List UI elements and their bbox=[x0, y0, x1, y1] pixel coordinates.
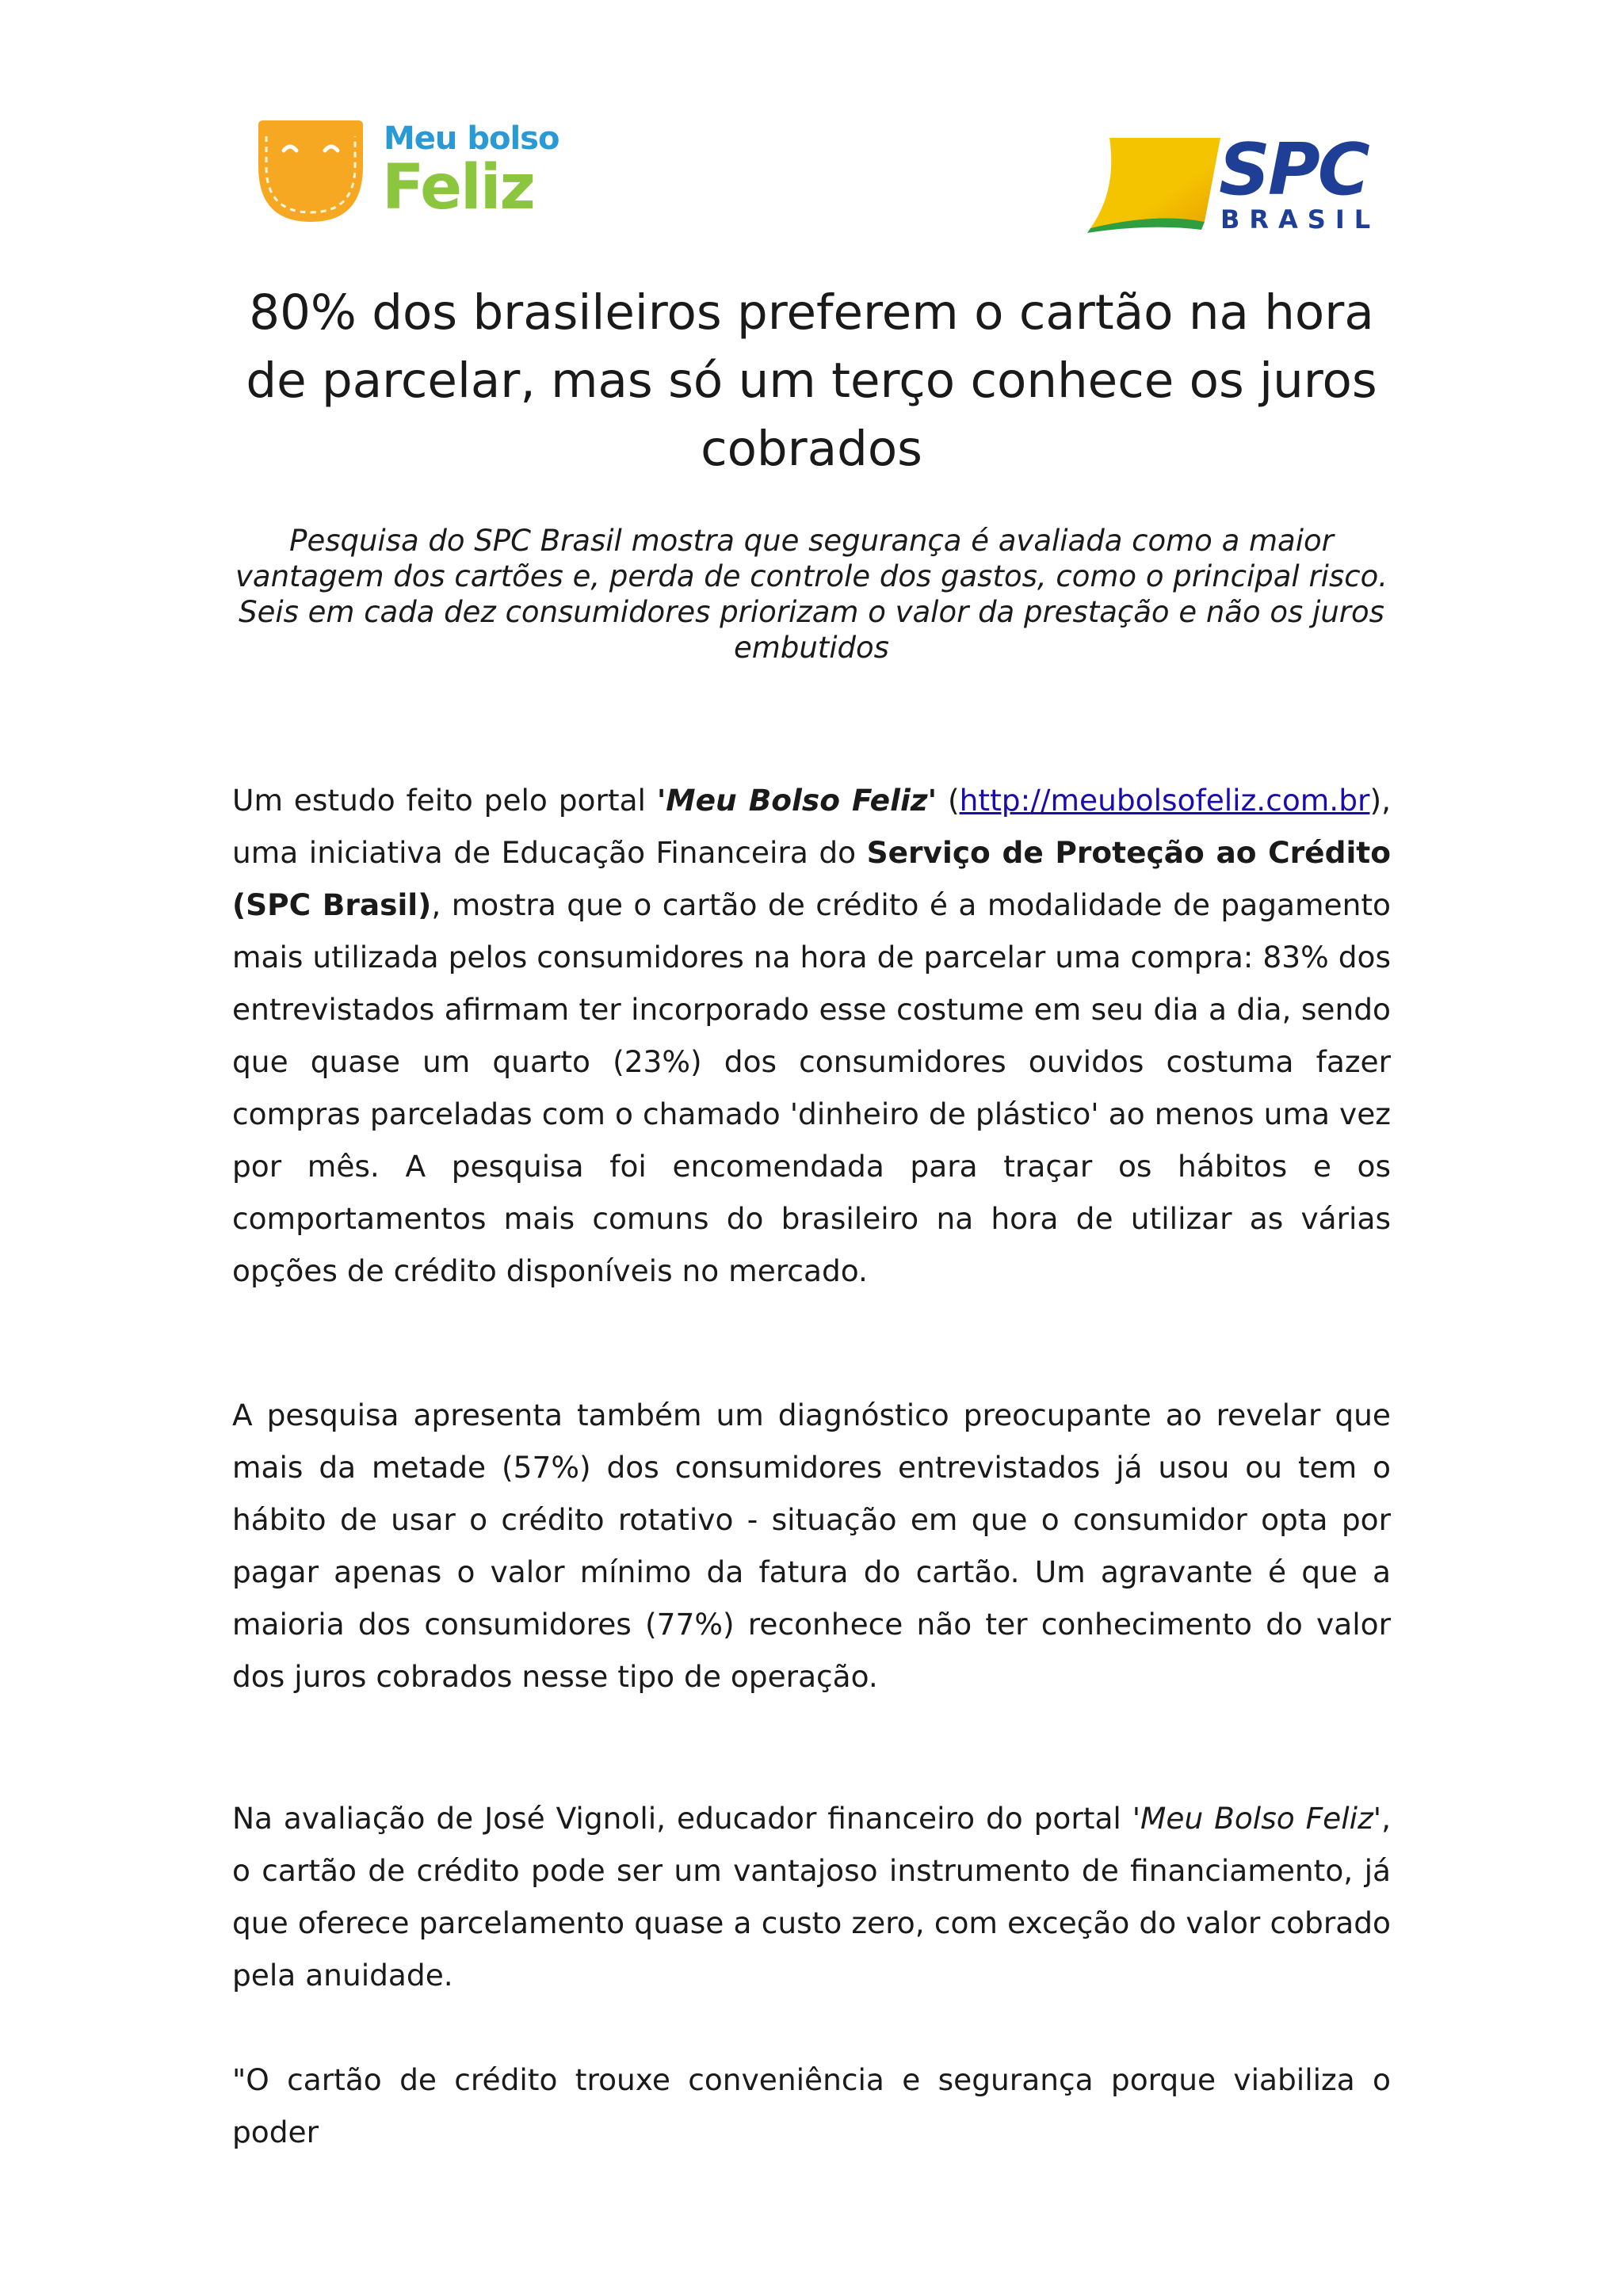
logo-line-1: Meu bolso bbox=[384, 120, 559, 157]
paragraph-4: "O cartão de crédito trouxe conveniência e segurança porque viabiliza o poder bbox=[232, 2062, 1391, 2149]
p3-text-2: , o cartão de crédito pode ser um vantajoso instrumento de financiamento, já que oferece parcelamento quase a custo zero, com exceção do valor cobrado pela anuidade. bbox=[232, 1801, 1391, 1993]
paragraph-3 bbox=[232, 1792, 1391, 2001]
p1-portal-name: 'Meu Bolso Feliz' bbox=[656, 783, 938, 818]
p1-text-1: Um estudo feito pelo portal bbox=[232, 783, 657, 818]
logo-brasil-text: BRASIL bbox=[1220, 204, 1381, 235]
paragraph-2: A pesquisa apresenta também um diagnóstico preocupante ao revelar que mais da metade (57%) dos consumidores entrevistados já usou ou tem o hábito de usar o crédito rotativo - situação em que o consumidor opta por pagar apenas o valor mínimo da fatura do cartão. Um agravante é que a maioria dos consumidores (77%) reconhece não ter conhecimento do valor dos juros cobrados nesse tipo de operação. bbox=[232, 1398, 1391, 1694]
p1-text-2: ( bbox=[937, 783, 960, 818]
spc-brasil-logo bbox=[1086, 128, 1381, 238]
smiley-pocket-icon bbox=[255, 119, 366, 225]
meu-bolso-feliz-logo bbox=[255, 119, 564, 230]
p1-text-3: ), uma iniciativa de Educação Financeira do bbox=[232, 783, 1391, 870]
p1-organization-name: Serviço de Proteção ao Crédito (SPC Brasil) bbox=[232, 835, 1391, 922]
logo-line-2: Feliz bbox=[382, 152, 534, 223]
portal-link[interactable]: http://meubolsofeliz.com.br bbox=[959, 783, 1370, 818]
article-subtitle: Pesquisa do SPC Brasil mostra que segurança é avaliada como a maior vantagem dos cartões e, perda de controle dos gastos, como o principal risco. Seis em cada dez consumidores priorizam o valor da prestação e não os juros embutidos bbox=[235, 524, 1388, 665]
p3-portal-name: 'Meu Bolso Feliz' bbox=[1132, 1801, 1382, 1836]
p3-text-1: Na avaliação de José Vignoli, educador financeiro do portal bbox=[232, 1801, 1132, 1836]
p1-text-4: , mostra que o cartão de crédito é a modalidade de pagamento mais utilizada pelos consumidores na hora de parcelar uma compra: 83% dos entrevistados afirmam ter incorporado esse costume em seu dia a dia, sendo que quase um quarto (23%) dos consumidores ouvidos costuma fazer compras parceladas com o chamado 'dinheiro de plástico' ao menos uma vez por mês. A pesquisa foi encomendada para traçar os hábitos e os comportamentos mais comuns do brasileiro na hora de utilizar as várias opções de crédito disponíveis no mercado. bbox=[232, 887, 1391, 1288]
paragraph-1 bbox=[232, 774, 1391, 1297]
spc-swoosh-icon bbox=[1086, 135, 1228, 233]
article-title: 80% dos brasileiros preferem o cartão na hora de parcelar, mas só um terço conhece os juros cobrados bbox=[246, 284, 1377, 477]
logo-spc-text: SPC bbox=[1219, 128, 1368, 212]
